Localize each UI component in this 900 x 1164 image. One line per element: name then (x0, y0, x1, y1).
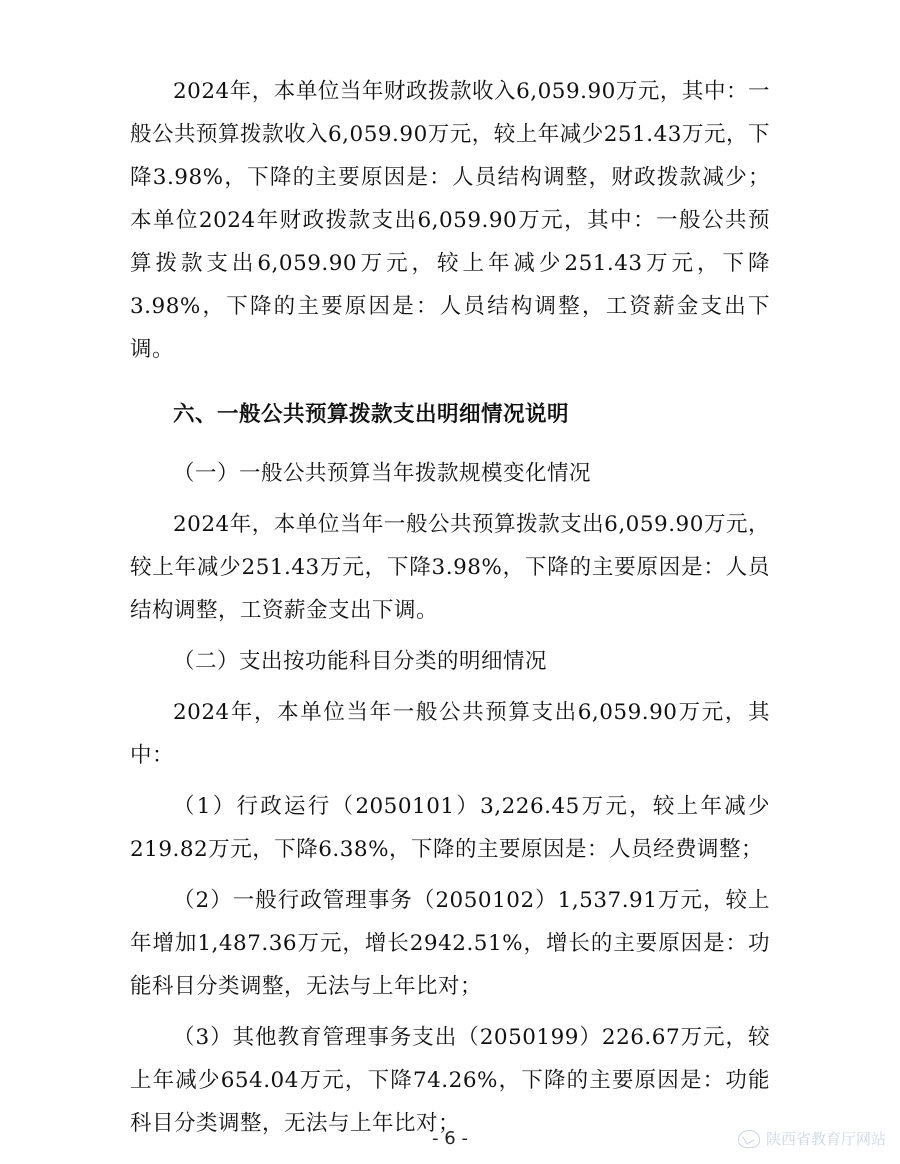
document-body (130, 70, 770, 1145)
list-item: （3）其他教育管理事务支出（2050199）226.67万元，较上年减少654.04万元，下降74.26%，下降的主要原因是：功能科目分类调整，无法与上年比对； (130, 1025, 770, 1136)
watermark (738, 1128, 886, 1149)
subsection-2-intro: 2024年，本单位当年一般公共预算支出6,059.90万元，其中： (130, 700, 770, 768)
education-department-logo-icon (738, 1130, 760, 1148)
page-number: - 6 - (432, 1128, 468, 1149)
subsection-1-heading: （一）一般公共预算当年拨款规模变化情况 (173, 461, 592, 486)
list-item: （2）一般行政管理事务（2050102）1,537.91万元，较上年增加1,487.36万元，增长2942.51%，增长的主要原因是：功能科目分类调整，无法与上年比对； (130, 888, 770, 999)
subsection-2-heading: （二）支出按功能科目分类的明细情况 (173, 649, 548, 674)
list-item: （1）行政运行（2050101）3,226.45万元，较上年减少219.82万元，下降6.38%，下降的主要原因是：人员经费调整； (130, 794, 770, 862)
subsection-1-paragraph: 2024年，本单位当年一般公共预算拨款支出6,059.90万元，较上年减少251.43万元，下降3.98%，下降的主要原因是：人员结构调整，工资薪金支出下调。 (130, 512, 770, 623)
watermark-text: 陕西省教育厅网站 (765, 1130, 886, 1148)
section-heading: 六、一般公共预算拨款支出明细情况说明 (173, 402, 570, 427)
paragraph-fiscal-income: 2024年，本单位当年财政拨款收入6,059.90万元，其中：一般公共预算拨款收入6,059.90万元，较上年减少251.43万元，下降3.98%，下降的主要原因是：人员结构调整，财政拨款减少；本单位2024年财政拨款支出6,059.90万元，其中：一般公共预算拨款支出6,059.90万元，较上年减少251.43万元，下降3.98%，下降的主要原因是：人员结构调整，工资薪金支出下调。 (130, 79, 770, 362)
